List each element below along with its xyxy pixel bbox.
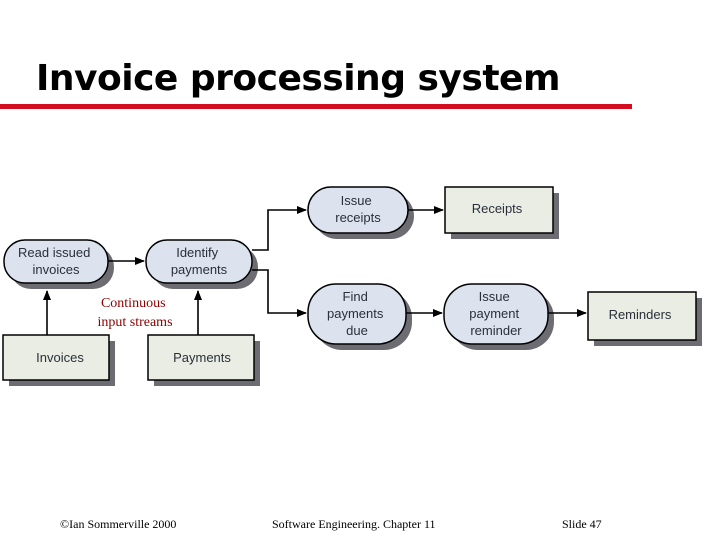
store-label: Payments <box>173 350 231 365</box>
store-label: Invoices <box>36 350 84 365</box>
continuous-input-streams-note: Continuous input streams <box>97 296 173 330</box>
flow-identify-to-issue-receipts <box>252 210 306 250</box>
process-identify-payments <box>146 240 258 289</box>
process-label: Issue payment reminder <box>469 289 522 338</box>
footer-copyright: ©Ian Sommerville 2000 <box>60 517 177 531</box>
flow-identify-to-find-payments <box>252 270 306 313</box>
store-reminders <box>588 292 702 346</box>
process-issue-receipts <box>308 187 414 239</box>
process-label: Identify payments <box>170 245 228 277</box>
process-label: Issue receipts <box>335 193 381 225</box>
process-read-issued-invoices <box>4 240 114 289</box>
process-find-payments-due <box>308 284 412 350</box>
footer-book-reference: Software Engineering. Chapter 11 <box>272 517 436 531</box>
store-payments <box>148 335 260 386</box>
slide-title: Invoice processing system <box>36 58 560 99</box>
store-label: Reminders <box>608 307 672 322</box>
store-invoices <box>3 335 115 386</box>
process-label: Find payments due <box>327 289 384 338</box>
process-label: Read issued invoices <box>18 245 91 277</box>
store-receipts <box>445 187 559 239</box>
footer-slide-number: Slide 47 <box>562 517 602 531</box>
process-issue-payment-reminder <box>444 284 554 350</box>
store-label: Receipts <box>471 201 523 216</box>
